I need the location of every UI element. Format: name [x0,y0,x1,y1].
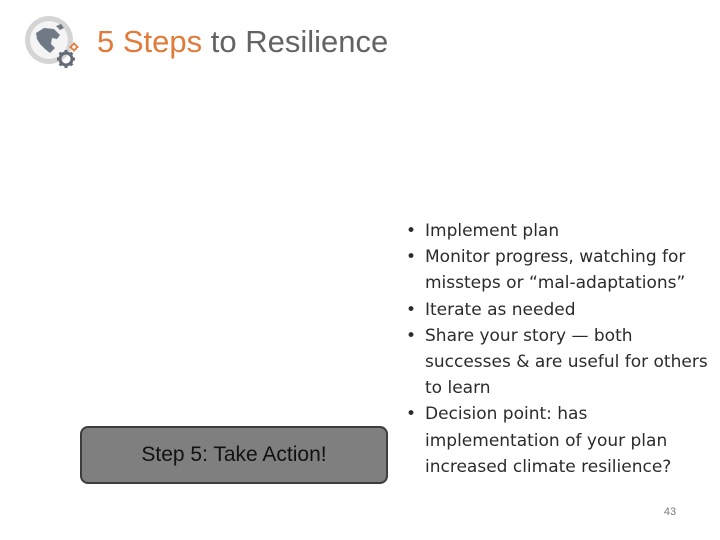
bullet-item: • Implement plan [406,218,712,244]
page-number: 43 [663,506,677,518]
bullet-item: • Iterate as needed [406,297,712,323]
page-title [97,22,388,62]
title-accent: 5 Steps [97,24,203,59]
step-box [80,426,388,484]
bullet-item: • Decision point: has implementation of your plan increased climate resilience? [406,401,712,480]
step-box-label: Step 5: Take Action! [141,443,327,466]
bullet-item: • Share your story — both successes & are useful for others to learn [406,323,712,402]
title-rest: to Resilience [202,24,389,59]
bullet-item: • Monitor progress, watching for missteps or “mal-adaptations” [406,244,712,296]
globe-gear-icon [22,14,80,70]
bullet-list [406,218,712,480]
